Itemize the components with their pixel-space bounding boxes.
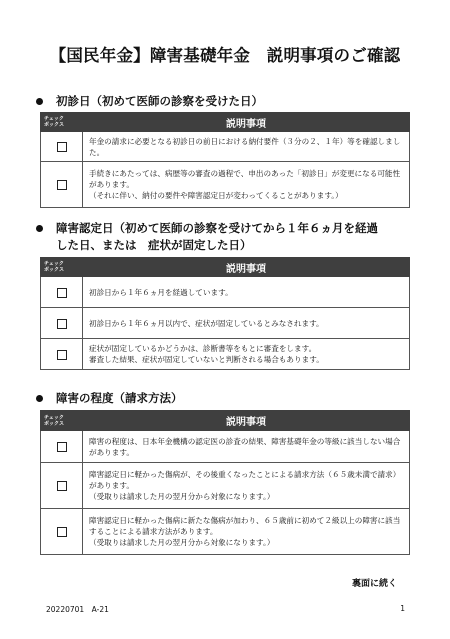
page-title: 【国民年金】障害基礎年金 説明事項のご確認 xyxy=(49,46,401,65)
row-text: 障害認定日に軽かった傷病に新たな傷病が加わり、６５歳前に初めて２級以上の障害に該当することによる請求方法があります。 （受取りは請求した月の翌月分から対象になります。） xyxy=(83,509,410,555)
description-column-header: 説明事項 xyxy=(83,113,410,132)
bullet-icon xyxy=(36,98,43,105)
table-row xyxy=(41,431,410,463)
checkbox[interactable] xyxy=(57,288,67,298)
continued-on-back-note: 裏面に続く xyxy=(351,579,397,589)
checkbox[interactable] xyxy=(57,527,67,537)
row-text: 障害の程度は、日本年金機構の認定医の診査の結果、障害基礎年金の等級に該当しない場合があります。 xyxy=(83,431,410,463)
row-text: 障害認定日に軽かった傷病が、その後重くなったことによる請求方法（６５歳未満で請求）があります。 （受取りは請求した月の翌月分から対象になります。） xyxy=(83,463,410,509)
checklist-table-disability-degree xyxy=(40,410,410,555)
checkbox[interactable] xyxy=(57,442,67,452)
section-heading-certification-date xyxy=(36,220,381,254)
section-heading-disability-degree xyxy=(36,390,416,407)
checkbox[interactable] xyxy=(57,180,67,190)
page-number: 1 xyxy=(400,604,405,613)
box-column-header: チェック ボックス xyxy=(41,411,83,431)
row-text: 症状が固定しているかどうかは、診断書等をもとに審査をします。 審査した結果、症状が固定していないと判断される場合もあります。 xyxy=(83,339,410,370)
description-column-header: 説明事項 xyxy=(83,411,410,431)
box-column-header: チェック ボックス xyxy=(41,258,83,277)
row-text: 初診日から１年６ヵ月を経過しています。 xyxy=(83,277,410,308)
section-heading-text: 障害認定日（初めて医師の診察を受けてから１年６ヵ月を経過した日、または 症状が固定した日） xyxy=(56,221,378,252)
section-heading-text: 初診日（初めて医師の診察を受けた日） xyxy=(56,94,263,108)
section-heading-first-visit xyxy=(36,93,416,110)
checklist-table-certification-date xyxy=(40,257,410,370)
table-row xyxy=(41,308,410,339)
form-code: 20220701 A-21 xyxy=(46,605,109,614)
table-row xyxy=(41,132,410,162)
checkbox[interactable] xyxy=(57,319,67,329)
row-text: 初診日から１年６ヵ月以内で、症状が固定しているとみなされます。 xyxy=(83,308,410,339)
bullet-icon xyxy=(36,225,43,232)
row-text: 年金の請求に必要となる初診日の前日における納付要件（３分の２、１年）等を確認しました。 xyxy=(83,132,410,162)
table-row xyxy=(41,509,410,555)
checkbox[interactable] xyxy=(57,350,67,360)
description-column-header: 説明事項 xyxy=(83,258,410,277)
checkbox[interactable] xyxy=(57,481,67,491)
section-heading-text: 障害の程度（請求方法） xyxy=(56,391,183,405)
checkbox[interactable] xyxy=(57,142,67,152)
row-text: 手続きにあたっては、病歴等の審査の過程で、申出のあった「初診日」が変更になる可能性があります。 （それに伴い、納付の要件や障害認定日が変わってくることがあります。） xyxy=(83,162,410,208)
checklist-table-first-visit xyxy=(40,112,410,208)
box-column-header: チェック ボックス xyxy=(41,113,83,132)
table-row xyxy=(41,277,410,308)
table-row xyxy=(41,339,410,370)
bullet-icon xyxy=(36,395,43,402)
table-row xyxy=(41,162,410,208)
table-row xyxy=(41,463,410,509)
